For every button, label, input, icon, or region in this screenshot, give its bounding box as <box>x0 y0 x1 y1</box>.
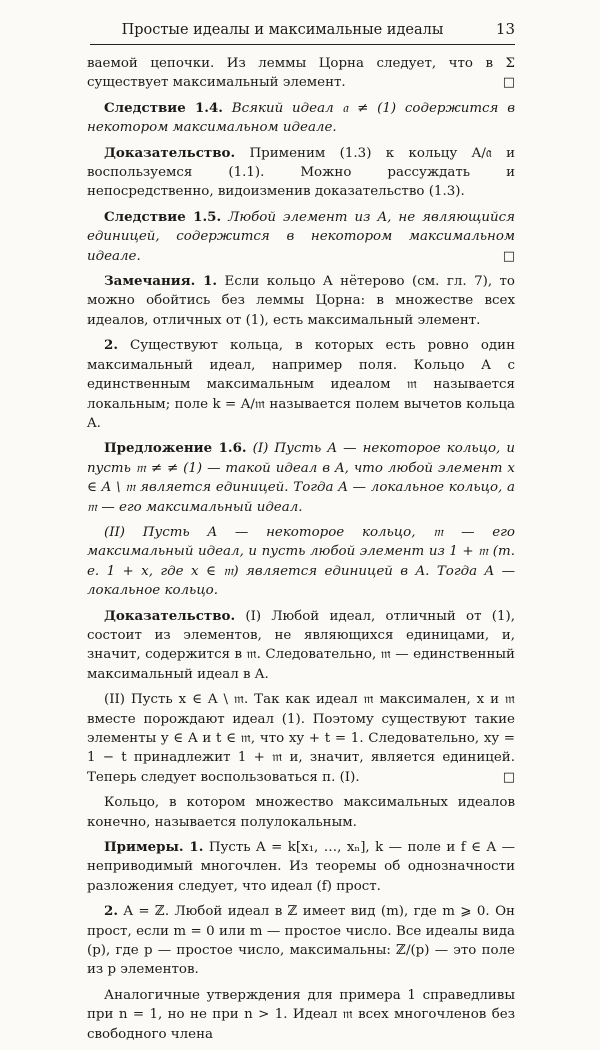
paragraph-heading: Доказательство. <box>104 607 236 624</box>
paragraph-text: Пусть A = k[x₁, …, xₙ], k — поле и f ∈ A — неприводимый многочлен. Из теоремы об однозначности разложения следует, что идеал (f) прост. <box>87 840 515 894</box>
qed-mark: □ <box>502 75 515 91</box>
paragraph-text: Аналогичные утверждения для примера 1 справедливы при n = 1, но не при n > 1. Идеал 𝔪 всех многочленов без свободного члена <box>87 987 515 1042</box>
paragraph <box>87 208 515 266</box>
paragraph <box>87 793 515 832</box>
qed-mark: □ <box>502 248 515 264</box>
paragraph-heading: 2. <box>104 337 118 354</box>
paragraph-heading: 2. <box>104 903 118 920</box>
paragraph-text: ваемой цепочки. Из леммы Цорна следует, что в Σ существует максимальный элемент. <box>87 56 515 91</box>
paragraph <box>87 690 515 787</box>
paragraph-heading: Предложение 1.6. <box>104 440 247 457</box>
paragraph-text: Если кольцо A нётерово (см. гл. 7), то можно обойтись без леммы Цорна: в множестве всех идеалов, отличных от (1), есть максимальный элемент. <box>87 274 515 328</box>
paragraph-heading: Примеры. 1. <box>104 839 204 856</box>
paragraph <box>87 986 515 1044</box>
page-number: 13 <box>495 20 515 38</box>
paragraph-text: Всякий идеал 𝔞 ≠ (1) содержится в некотором максимальном идеале. <box>87 100 515 136</box>
paragraph-heading: Доказательство. <box>104 144 236 161</box>
paragraph <box>87 272 515 330</box>
paragraph-heading: Следствие 1.4. <box>104 99 223 116</box>
paragraph-text: Любой элемент из A, не являющийся единицей, содержится в некотором максимальном идеале. <box>87 209 515 264</box>
paragraph-text: (I) Любой идеал, отличный от (1), состоит из элементов, не являющихся единицами, и, значит, содержится в 𝔪. Следовательно, 𝔪 — единственный максимальный идеал в A. <box>87 608 515 682</box>
paragraph-heading: Следствие 1.5. <box>104 208 222 225</box>
paragraph-text: Кольцо, в котором множество максимальных идеалов конечно, называется полулокальным. <box>87 795 515 830</box>
paragraph <box>87 54 515 93</box>
paragraph-text: (II) Пусть A — некоторое кольцо, 𝔪 — его максимальный идеал, и пусть любой элемент из 1 + 𝔪 (т. е. 1 + x, где x ∈ 𝔪) является единицей в A. Тогда A — локальное кольцо. <box>87 524 515 599</box>
paragraph-text: (II) Пусть x ∈ A \ 𝔪. Так как идеал 𝔪 максимален, x и 𝔪 вместе порождают идеал (1). Поэтому существуют такие элементы y ∈ A и t ∈ 𝔪, что xy + t = 1. Следовательно, xy = 1 − t принадлежит 1 + 𝔪 и, значит, является единицей. Теперь следует воспользоваться п. (I). <box>87 692 515 785</box>
paragraph <box>87 144 515 202</box>
paragraph <box>87 99 515 138</box>
paragraph-heading: Замечания. 1. <box>104 273 218 290</box>
page-body <box>87 54 515 1050</box>
paragraph <box>87 607 515 685</box>
header-title: Простые идеалы и максимальные идеалы <box>121 22 444 38</box>
qed-mark: □ <box>502 769 515 785</box>
paragraph <box>87 523 515 601</box>
paragraph <box>87 902 515 980</box>
paragraph-text: A = ℤ. Любой идеал в ℤ имеет вид (m), где m ⩾ 0. Он прост, если m = 0 или m — простое число. Все идеалы вида (p), где p — простое число, максимальны: ℤ/(p) — это поле из p элементов. <box>87 904 515 978</box>
paragraph <box>87 439 515 517</box>
paragraph-text: Применим (1.3) к кольцу A/𝔞 и воспользуемся (1.1). Можно рассуждать и непосредственно, видоизменив доказательство (1.3). <box>87 145 515 200</box>
running-header <box>90 18 515 45</box>
paragraph-text: (I) Пусть A — некоторое кольцо, и пусть 𝔪 ≠ ≠ (1) — такой идеал в A, что любой элемент x ∈ A \ 𝔪 является единицей. Тогда A — локальное кольцо, а 𝔪 — его максимальный идеал. <box>87 441 515 515</box>
paragraph <box>87 838 515 896</box>
paragraph-text: Существуют кольца, в которых есть ровно один максимальный идеал, например поля. Кольцо A с единственным максимальным идеалом 𝔪 называется локальным; поле k = A/𝔪 называется полем вычетов кольца A. <box>87 338 515 431</box>
paragraph <box>87 336 515 433</box>
